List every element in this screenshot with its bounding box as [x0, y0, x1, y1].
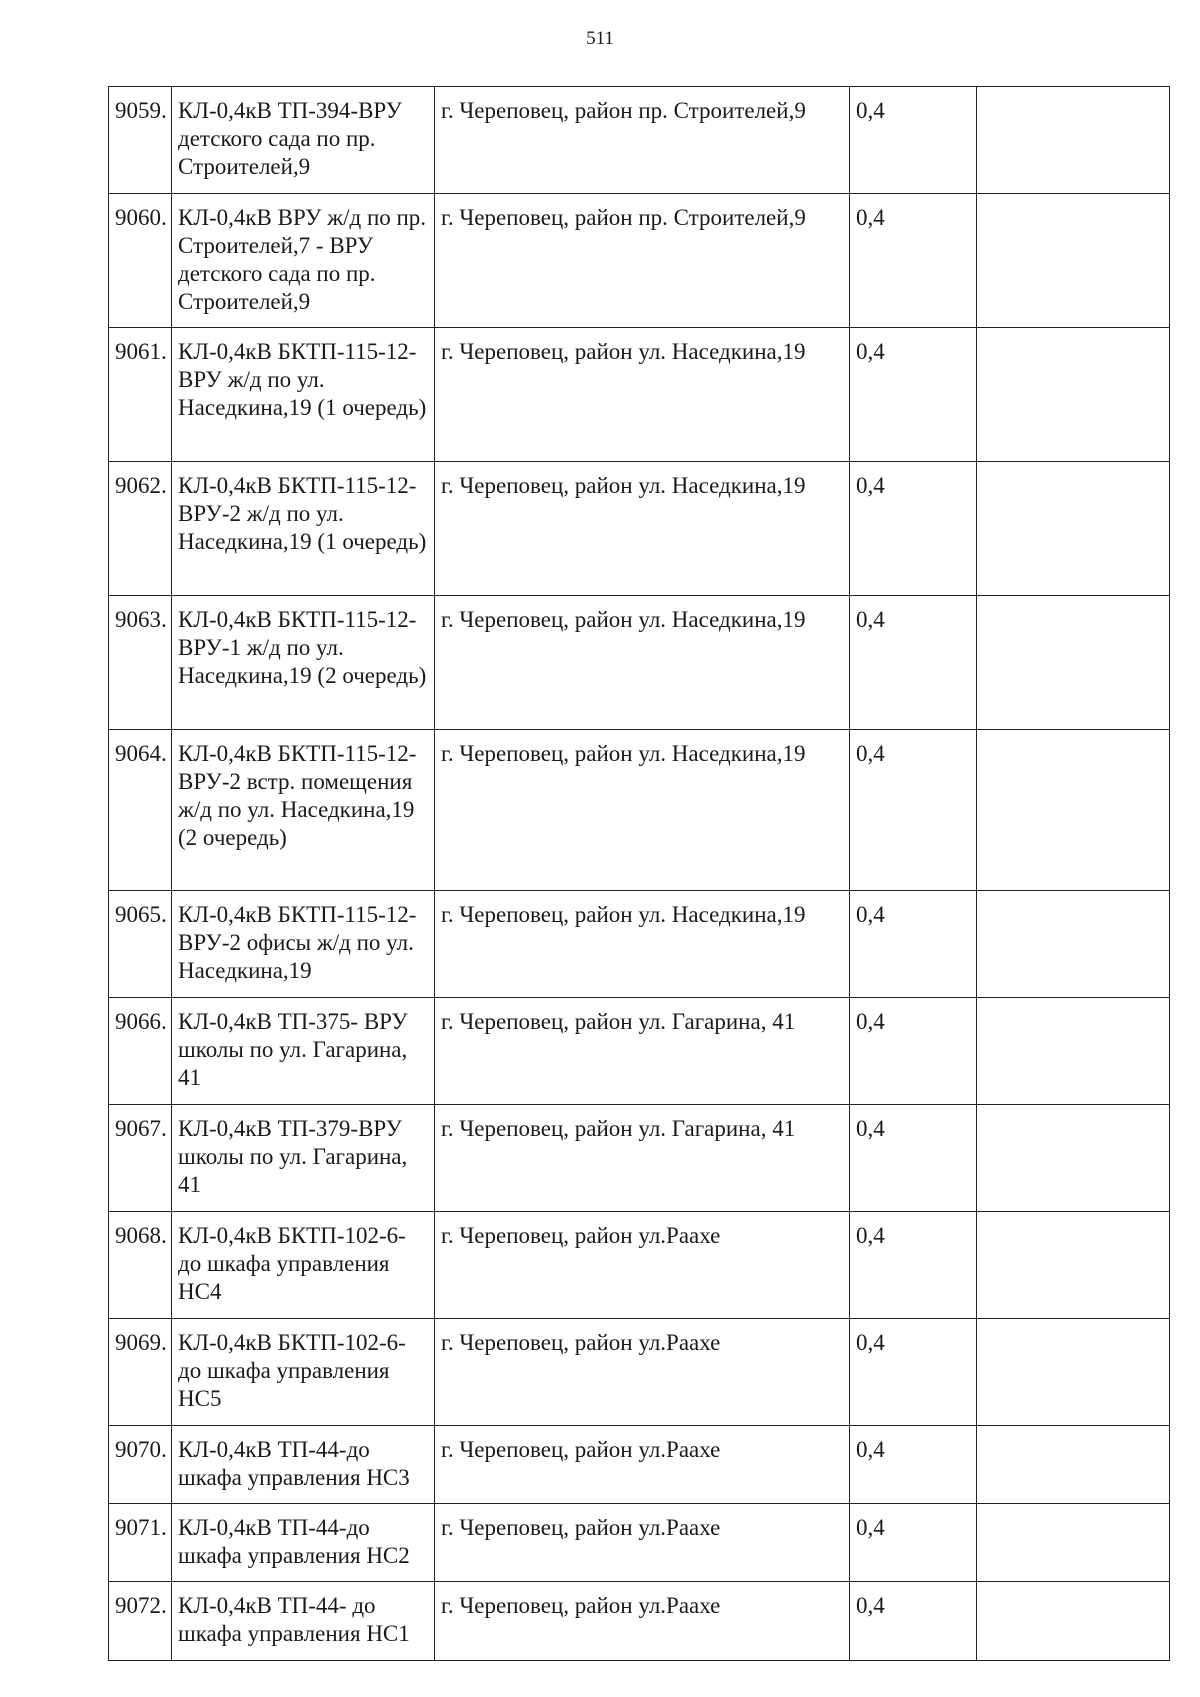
- table-row: [109, 1426, 1170, 1504]
- row-number-cell: 9065.: [109, 891, 172, 998]
- voltage-cell: 0,4: [850, 1212, 977, 1319]
- line-name-cell: КЛ-0,4кВ БКТП-102-6-до шкафа управления НС5: [172, 1319, 435, 1426]
- line-name-cell: КЛ-0,4кВ ТП-379-ВРУ школы по ул. Гагарина, 41: [172, 1105, 435, 1212]
- extra-cell: [977, 1319, 1170, 1426]
- voltage-cell: 0,4: [850, 1426, 977, 1504]
- row-number-cell: 9062.: [109, 462, 172, 596]
- line-name-cell: КЛ-0,4кВ БКТП-115-12-ВРУ-1 ж/д по ул. Наседкина,19 (2 очередь): [172, 596, 435, 730]
- location-cell: г. Череповец, район ул.Раахе: [435, 1319, 850, 1426]
- line-name-cell: КЛ-0,4кВ БКТП-115-12-ВРУ-2 встр. помещения ж/д по ул. Наседкина,19 (2 очередь): [172, 730, 435, 891]
- location-cell: г. Череповец, район ул.Раахе: [435, 1212, 850, 1319]
- line-name-cell: КЛ-0,4кВ ТП-375- ВРУ школы по ул. Гагарина, 41: [172, 998, 435, 1105]
- table-row: [109, 328, 1170, 462]
- location-cell: г. Череповец, район ул. Гагарина, 41: [435, 998, 850, 1105]
- registry-table: [108, 86, 1170, 1661]
- table-row: [109, 730, 1170, 891]
- table-row: [109, 596, 1170, 730]
- page-number: 511: [586, 28, 614, 49]
- extra-cell: [977, 328, 1170, 462]
- extra-cell: [977, 1212, 1170, 1319]
- row-number-cell: 9066.: [109, 998, 172, 1105]
- voltage-cell: 0,4: [850, 1582, 977, 1661]
- voltage-cell: 0,4: [850, 1105, 977, 1212]
- extra-cell: [977, 596, 1170, 730]
- extra-cell: [977, 998, 1170, 1105]
- voltage-cell: 0,4: [850, 730, 977, 891]
- table-row: [109, 998, 1170, 1105]
- extra-cell: [977, 730, 1170, 891]
- line-name-cell: КЛ-0,4кВ БКТП-102-6-до шкафа управления НС4: [172, 1212, 435, 1319]
- table-row: [109, 1504, 1170, 1582]
- extra-cell: [977, 1582, 1170, 1661]
- location-cell: г. Череповец, район ул. Наседкина,19: [435, 328, 850, 462]
- row-number-cell: 9070.: [109, 1426, 172, 1504]
- row-number-cell: 9067.: [109, 1105, 172, 1212]
- extra-cell: [977, 462, 1170, 596]
- row-number-cell: 9072.: [109, 1582, 172, 1661]
- voltage-cell: 0,4: [850, 87, 977, 194]
- extra-cell: [977, 1105, 1170, 1212]
- voltage-cell: 0,4: [850, 328, 977, 462]
- row-number-cell: 9071.: [109, 1504, 172, 1582]
- row-number-cell: 9061.: [109, 328, 172, 462]
- row-number-cell: 9068.: [109, 1212, 172, 1319]
- location-cell: г. Череповец, район ул. Наседкина,19: [435, 462, 850, 596]
- voltage-cell: 0,4: [850, 194, 977, 328]
- table-row: [109, 891, 1170, 998]
- registry-table-body: [109, 87, 1170, 1661]
- location-cell: г. Череповец, район ул.Раахе: [435, 1582, 850, 1661]
- voltage-cell: 0,4: [850, 998, 977, 1105]
- line-name-cell: КЛ-0,4кВ ТП-44-до шкафа управления НС3: [172, 1426, 435, 1504]
- line-name-cell: КЛ-0,4кВ БКТП-115-12-ВРУ-2 ж/д по ул. Наседкина,19 (1 очередь): [172, 462, 435, 596]
- voltage-cell: 0,4: [850, 891, 977, 998]
- line-name-cell: КЛ-0,4кВ БКТП-115-12-ВРУ-2 офисы ж/д по ул. Наседкина,19: [172, 891, 435, 998]
- line-name-cell: КЛ-0,4кВ БКТП-115-12-ВРУ ж/д по ул. Наседкина,19 (1 очередь): [172, 328, 435, 462]
- table-row: [109, 1212, 1170, 1319]
- table-row: [109, 194, 1170, 328]
- voltage-cell: 0,4: [850, 1504, 977, 1582]
- row-number-cell: 9063.: [109, 596, 172, 730]
- location-cell: г. Череповец, район ул. Наседкина,19: [435, 596, 850, 730]
- location-cell: г. Череповец, район ул.Раахе: [435, 1504, 850, 1582]
- row-number-cell: 9059.: [109, 87, 172, 194]
- table-row: [109, 1582, 1170, 1661]
- table-row: [109, 1319, 1170, 1426]
- line-name-cell: КЛ-0,4кВ ТП-44- до шкафа управления НС1: [172, 1582, 435, 1661]
- voltage-cell: 0,4: [850, 1319, 977, 1426]
- voltage-cell: 0,4: [850, 462, 977, 596]
- extra-cell: [977, 1426, 1170, 1504]
- row-number-cell: 9060.: [109, 194, 172, 328]
- row-number-cell: 9069.: [109, 1319, 172, 1426]
- table-row: [109, 1105, 1170, 1212]
- row-number-cell: 9064.: [109, 730, 172, 891]
- extra-cell: [977, 87, 1170, 194]
- table-row: [109, 462, 1170, 596]
- location-cell: г. Череповец, район ул. Наседкина,19: [435, 891, 850, 998]
- extra-cell: [977, 1504, 1170, 1582]
- location-cell: г. Череповец, район пр. Строителей,9: [435, 87, 850, 194]
- table-row: [109, 87, 1170, 194]
- extra-cell: [977, 891, 1170, 998]
- line-name-cell: КЛ-0,4кВ ТП-394-ВРУ детского сада по пр. Строителей,9: [172, 87, 435, 194]
- extra-cell: [977, 194, 1170, 328]
- location-cell: г. Череповец, район ул. Гагарина, 41: [435, 1105, 850, 1212]
- line-name-cell: КЛ-0,4кВ ВРУ ж/д по пр. Строителей,7 - ВРУ детского сада по пр. Строителей,9: [172, 194, 435, 328]
- location-cell: г. Череповец, район пр. Строителей,9: [435, 194, 850, 328]
- voltage-cell: 0,4: [850, 596, 977, 730]
- location-cell: г. Череповец, район ул.Раахе: [435, 1426, 850, 1504]
- location-cell: г. Череповец, район ул. Наседкина,19: [435, 730, 850, 891]
- line-name-cell: КЛ-0,4кВ ТП-44-до шкафа управления НС2: [172, 1504, 435, 1582]
